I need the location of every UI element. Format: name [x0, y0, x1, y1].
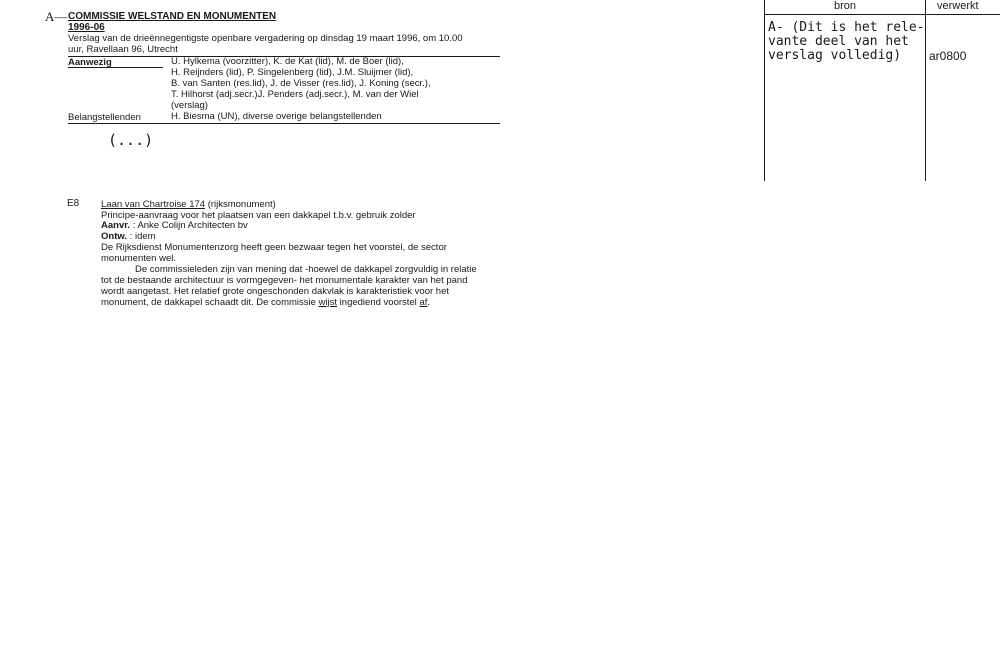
stakeholders-text: H. Biesma (UN), diverse overige belangstellenden [171, 111, 382, 122]
designer-line [101, 231, 156, 242]
attendance-divider [68, 123, 500, 124]
item-address: Laan van Chartroise 174 [101, 199, 206, 210]
meeting-line-1: Verslag van de drieënnegentigste openbare vergadering op dinsdag 19 maart 1996, om 10.00 [68, 33, 463, 44]
present-line: T. Hilhorst (adj.secr.)J. Penders (adj.secr.), M. van der Wiel [171, 89, 419, 100]
source-note-line: vante deel van het [768, 34, 909, 49]
meeting-line-2: uur, Ravellaan 96, Utrecht [68, 44, 178, 55]
designer-value: : idem [129, 231, 156, 242]
meeting-number: 1996-06 [68, 22, 105, 33]
item-address-line [101, 199, 276, 210]
designer-label: Ontw. [101, 231, 128, 242]
present-line: U. Hylkema (voorzitter), K. de Kat (lid), M. de Boer (lid), [171, 56, 404, 67]
commission-title: COMMISSIE WELSTAND EN MONUMENTEN [68, 11, 277, 22]
side-table-header-rule [764, 14, 1000, 15]
applicant-line [101, 220, 248, 231]
present-line: B. van Santen (res.lid), J. de Visser (res.lid), J. Koning (secr.), [171, 78, 431, 89]
rdmz-line-1: De Rijksdienst Monumentenzorg heeft geen bezwaar tegen het voorstel, de sector [101, 242, 447, 253]
present-label: Aanwezig [68, 57, 112, 68]
present-line: (verslag) [171, 100, 208, 111]
source-note [768, 21, 925, 63]
verdict-line-3: wordt aangetast. Het relatief grote ongeschonden dakvlak is karakteristiek voor het [101, 286, 449, 297]
side-table-left-border [764, 0, 765, 181]
item-status: (rijksmonument) [207, 199, 276, 210]
present-line: H. Reijnders (lid), P. Singelenberg (lid), J.M. Sluijmer (lid), [171, 67, 414, 78]
omission-ellipsis: (...) [108, 131, 154, 149]
source-note-line: A- (Dit is het rele- [768, 20, 925, 35]
rdmz-line-2: monumenten wel. [101, 253, 176, 264]
verdict-line-1: De commissieleden zijn van mening dat -hoewel de dakkapel zorgvuldig in relatie [135, 264, 477, 275]
verdict-line-2: tot de bestaande architectuur is vormgegeven- het monumentale karakter van het pand [101, 275, 468, 286]
present-list [171, 56, 431, 111]
applicant-label: Aanvr. [101, 220, 131, 231]
verdict-keyword-af: af [419, 297, 428, 308]
column-header-verwerkt: verwerkt [937, 0, 979, 12]
item-code: E8 [67, 198, 80, 209]
present-label-underline [68, 67, 163, 68]
archive-code: ar0800 [929, 49, 967, 63]
stakeholders-label: Belangstellenden [68, 112, 141, 123]
verdict-text: ingediend voorstel [337, 297, 420, 308]
verdict-keyword-wijst: wijst [318, 297, 338, 308]
item-request: Principe-aanvraag voor het plaatsen van een dakkapel t.b.v. gebruik zolder [101, 210, 416, 221]
verdict-line-4 [101, 297, 430, 308]
source-note-line: verslag volledig) [768, 48, 902, 63]
verdict-text: monument, de dakkapel schaadt dit. De commissie [101, 297, 319, 308]
verdict-end: . [427, 297, 431, 308]
letter-mark: A— [45, 9, 68, 24]
applicant-value: : Anke Colijn Architecten bv [132, 220, 248, 231]
column-header-bron: bron [834, 0, 857, 12]
side-table-column-divider [925, 0, 926, 181]
